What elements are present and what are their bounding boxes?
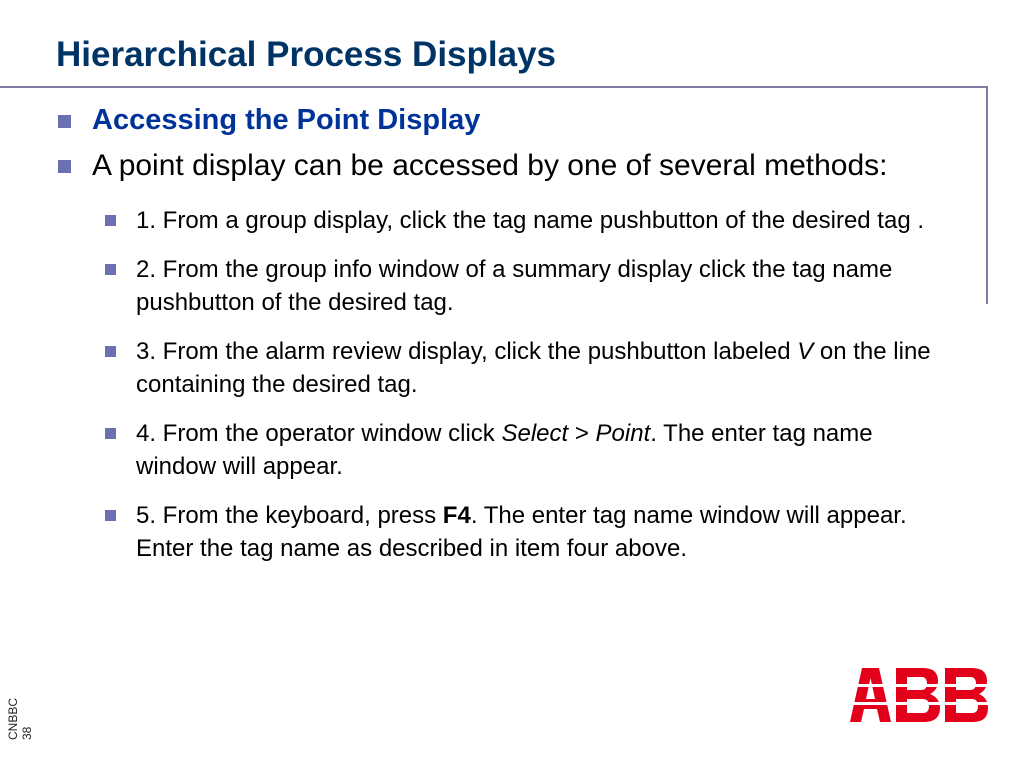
method-item-2 (101, 253, 956, 319)
method-4-text-end: . The enter tag name window will appear. (136, 420, 873, 480)
intro-bullet (56, 148, 956, 184)
heading-text: Accessing the Point Display (92, 104, 481, 136)
heading-bullet (56, 102, 956, 138)
method-4-text-start: 4. From the operator window click (136, 420, 502, 447)
method-5-text-end: . The enter tag name window will appear. Enter the tag name as described in item four above. (136, 502, 907, 562)
method-item-5 (101, 499, 956, 565)
method-1-text: 1. From a group display, click the tag name pushbutton of the desired tag . (136, 207, 925, 234)
footer-code-block (6, 698, 34, 740)
footer-code: CNBBC (6, 697, 20, 740)
slide-title: Hierarchical Process Displays (56, 35, 557, 74)
square-bullet-icon (105, 428, 116, 439)
method-item-3 (101, 335, 956, 401)
slide-content (56, 102, 956, 581)
page-number: 38 (20, 726, 34, 740)
square-bullet-icon (105, 215, 116, 226)
method-4-italic-select: Select (501, 420, 569, 447)
method-5-text-start: 5. From the keyboard, press (136, 502, 443, 529)
method-item-1 (101, 204, 956, 237)
square-bullet-icon (58, 115, 71, 128)
side-divider (986, 86, 988, 304)
method-3-italic-v: V (797, 338, 814, 365)
method-item-4 (101, 417, 956, 483)
square-bullet-icon (58, 160, 71, 173)
method-3-text-start: 3. From the alarm review display, click the pushbutton labeled (136, 338, 798, 365)
title-divider (0, 86, 988, 88)
methods-list (56, 204, 956, 565)
intro-text: A point display can be accessed by one of several methods: (92, 149, 888, 182)
square-bullet-icon (105, 264, 116, 275)
square-bullet-icon (105, 346, 116, 357)
method-5-bold-key: F4 (442, 502, 471, 529)
method-3-text-end: on the line containing the desired tag. (136, 338, 931, 398)
method-2-text: 2. From the group info window of a summary display click the tag name pushbutton of the desired tag. (136, 256, 893, 316)
method-4-separator: > (568, 420, 596, 447)
square-bullet-icon (105, 510, 116, 521)
abb-logo (848, 668, 988, 722)
method-4-italic-point: Point (595, 420, 651, 447)
